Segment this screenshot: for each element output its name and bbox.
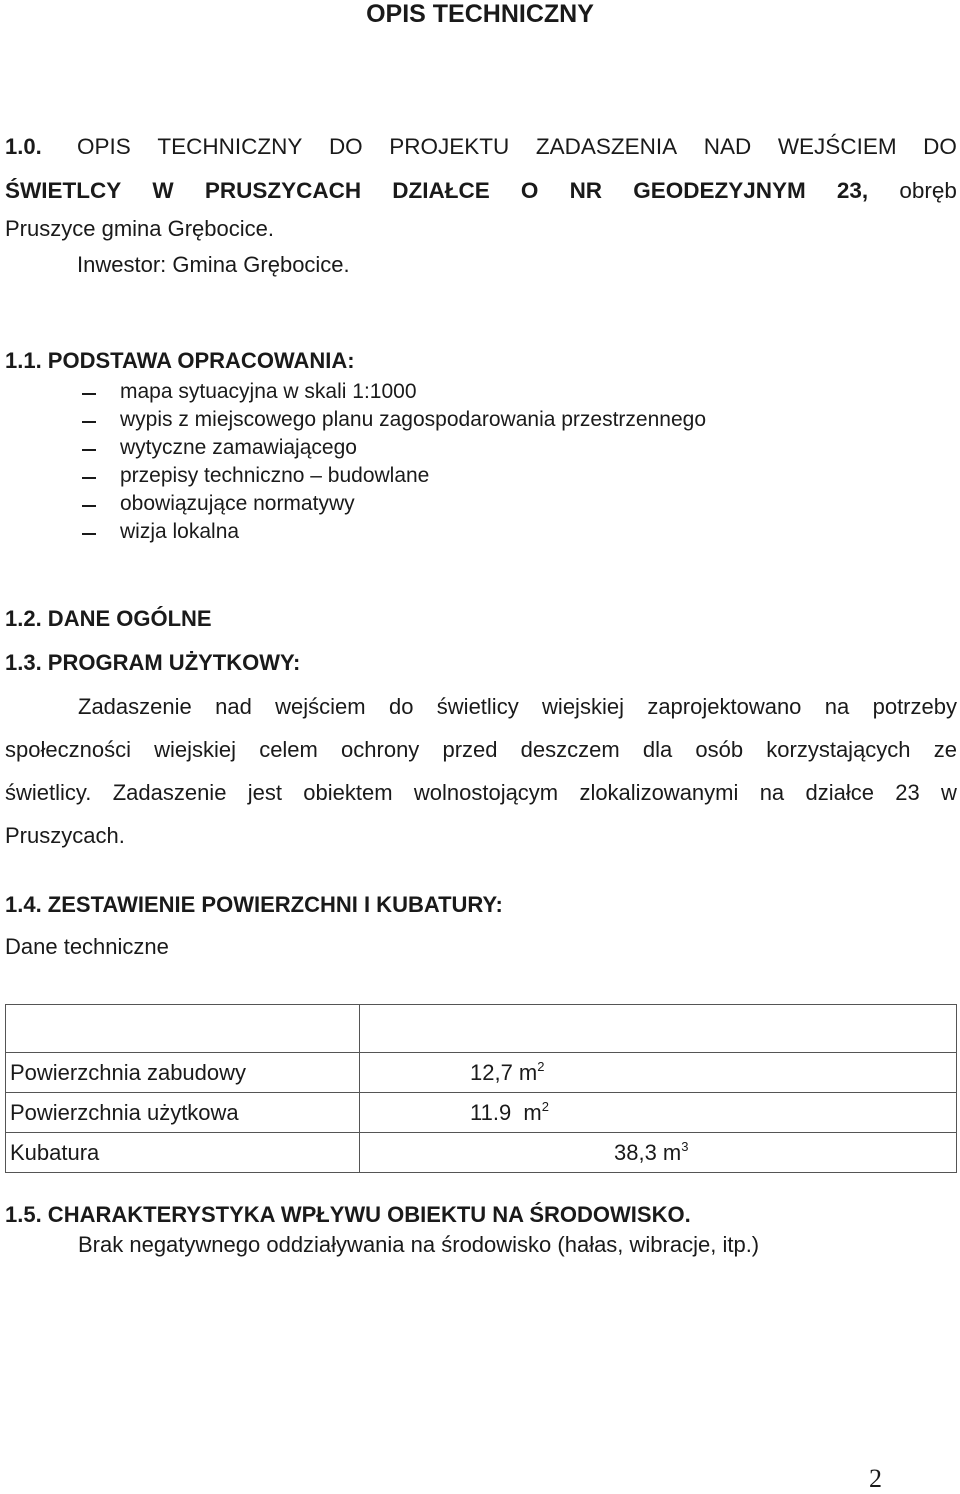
list-item <box>82 434 862 462</box>
dash-bullet <box>82 533 96 535</box>
word: nad <box>215 694 252 719</box>
table-cell <box>6 1133 360 1173</box>
program-paragraph <box>5 694 957 853</box>
table-row-empty <box>6 1005 957 1053</box>
word: ze <box>933 737 957 762</box>
paragraph-line <box>5 737 957 767</box>
word: osób <box>695 737 744 762</box>
list-item-text: obowiązujące normatywy <box>120 492 355 515</box>
paragraph-last-line: Pruszycach. <box>5 823 125 848</box>
word: ochrony <box>341 737 420 762</box>
table-cell <box>360 1133 957 1173</box>
page-number: 2 <box>869 1464 882 1493</box>
dash-bullet <box>82 449 96 451</box>
title-word: WEJŚCIEM <box>777 134 897 159</box>
word: świetlicy. <box>5 780 92 805</box>
paragraph-line <box>5 780 957 810</box>
word: zaprojektowano <box>647 694 802 719</box>
word: potrzeby <box>872 694 957 719</box>
table-cell <box>6 1053 360 1093</box>
list-item <box>82 462 862 490</box>
word: do <box>388 694 414 719</box>
surface-volume-table <box>5 1004 957 1173</box>
title-word: NR <box>569 178 603 203</box>
word: obiektem <box>303 780 393 805</box>
row-label: Powierzchnia zabudowy <box>10 1059 247 1085</box>
word: wiejskiej <box>154 737 237 762</box>
list-item-text: wytyczne zamawiającego <box>120 436 357 459</box>
row-label: Kubatura <box>10 1139 100 1165</box>
table-cell <box>360 1053 957 1093</box>
row-value: 38,3 m <box>614 1139 682 1165</box>
word: wolnostojącym <box>413 780 559 805</box>
word: zlokalizowanymi <box>579 780 739 805</box>
word: wejściem <box>275 694 366 719</box>
section-heading-1-5: 1.5. CHARAKTERYSTYKA WPŁYWU OBIEKTU NA ŚRODOWISKO. <box>5 1202 691 1227</box>
table-row <box>6 1093 957 1133</box>
word: korzystających <box>766 737 911 762</box>
word: celem <box>259 737 318 762</box>
title-word: 23, <box>836 178 869 203</box>
table-row <box>6 1133 957 1173</box>
word: świetlicy <box>436 694 519 719</box>
word: Zadaszenie <box>112 780 227 805</box>
title-word: DO <box>923 134 957 159</box>
word: wiejskiej <box>542 694 624 719</box>
table-cell <box>6 1005 360 1053</box>
table-cell <box>360 1005 957 1053</box>
basis-list <box>82 378 862 546</box>
word: Zadaszenie <box>78 694 192 719</box>
row-value: 11.9 m <box>470 1099 542 1125</box>
dash-bullet <box>82 421 96 423</box>
dash-bullet <box>82 477 96 479</box>
title-word: PRUSZYCACH <box>204 178 362 203</box>
list-item-text: mapa sytuacyjna w skali 1:1000 <box>120 380 417 403</box>
section-title-line-1 <box>77 134 957 164</box>
unit-exponent: 2 <box>537 1058 545 1074</box>
word: deszczem <box>520 737 620 762</box>
word: na <box>759 780 785 805</box>
title-word: NAD <box>703 134 752 159</box>
title-word: GEODEZYJNYM <box>633 178 806 203</box>
title-word: PROJEKTU <box>389 134 510 159</box>
title-word: ŚWIETLCY <box>5 178 122 203</box>
row-label: Powierzchnia użytkowa <box>10 1099 239 1125</box>
document-title: OPIS TECHNICZNY <box>366 0 594 28</box>
word: działce <box>805 780 874 805</box>
section-1-0 <box>5 134 957 278</box>
investor-line: Inwestor: Gmina Grębocice. <box>77 252 350 277</box>
title-word: obręb <box>899 178 957 203</box>
word: w <box>941 780 957 805</box>
list-item-text: wizja lokalna <box>120 520 240 543</box>
word: dla <box>642 737 673 762</box>
title-word: O <box>520 178 539 203</box>
list-item <box>82 518 862 546</box>
environment-impact-text: Brak negatywnego oddziaływania na środowisko (hałas, wibracje, itp.) <box>78 1232 760 1257</box>
unit-exponent: 2 <box>541 1098 549 1114</box>
section-heading-1-2: 1.2. DANE OGÓLNE <box>5 606 212 631</box>
word: społeczności <box>5 737 131 762</box>
title-word: DO <box>328 134 363 159</box>
section-title-line-2 <box>5 178 957 208</box>
section-number: 1.0. <box>5 134 42 159</box>
subheading-dane-techniczne: Dane techniczne <box>5 934 169 959</box>
word: jest <box>247 780 282 805</box>
section-heading-1-1: 1.1. PODSTAWA OPRACOWANIA: <box>5 348 355 373</box>
table-row <box>6 1053 957 1093</box>
title-word: TECHNICZNY <box>157 134 303 159</box>
word: 23 <box>895 780 920 805</box>
dash-bullet <box>82 505 96 507</box>
paragraph-line <box>78 694 957 724</box>
section-title-line-3: Pruszyce gmina Grębocice. <box>5 216 274 241</box>
list-item <box>82 490 862 518</box>
dash-bullet <box>82 393 96 395</box>
word: na <box>824 694 850 719</box>
row-value: 12,7 m <box>470 1059 538 1085</box>
section-heading-1-3: 1.3. PROGRAM UŻYTKOWY: <box>5 650 301 675</box>
table-cell <box>360 1093 957 1133</box>
title-word: OPIS <box>77 134 131 159</box>
list-item <box>82 406 862 434</box>
list-item <box>82 378 862 406</box>
title-word: DZIAŁCE <box>392 178 490 203</box>
section-heading-1-4: 1.4. ZESTAWIENIE POWIERZCHNI I KUBATURY: <box>5 892 503 917</box>
unit-exponent: 3 <box>681 1138 689 1154</box>
table-cell <box>6 1093 360 1133</box>
title-word: ZADASZENIA <box>535 134 678 159</box>
title-word: W <box>152 178 174 203</box>
list-item-text: wypis z miejscowego planu zagospodarowania przestrzennego <box>120 408 707 431</box>
word: przed <box>442 737 498 762</box>
list-item-text: przepisy techniczno – budowlane <box>120 464 430 487</box>
